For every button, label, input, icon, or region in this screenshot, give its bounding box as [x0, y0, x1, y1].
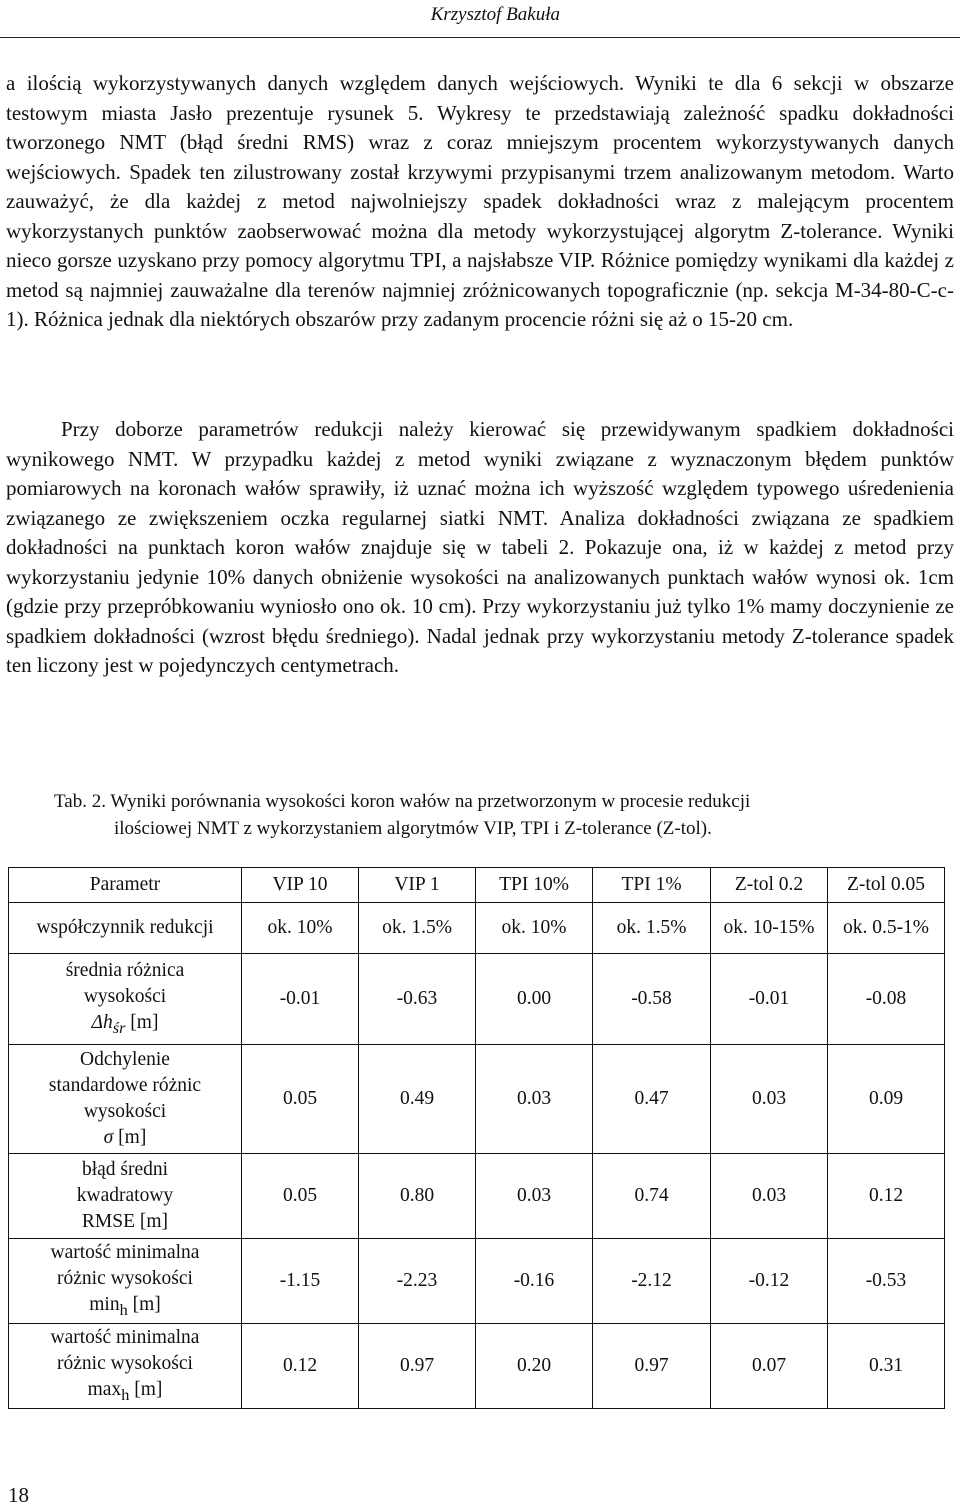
table-cell: ok. 0.5-1% — [828, 903, 945, 954]
table-cell: -0.12 — [711, 1239, 828, 1324]
table-cell: 0.97 — [593, 1324, 711, 1409]
max-symbol: max — [87, 1378, 122, 1400]
table-row-mean-diff — [9, 954, 945, 1045]
table-cell: -2.23 — [359, 1239, 476, 1324]
table-cell: 0.07 — [711, 1324, 828, 1409]
header-cell: Z-tol 0.2 — [711, 868, 828, 903]
table-row-reduction — [9, 903, 945, 954]
table-cell: -0.08 — [828, 954, 945, 1045]
table-cell: 0.31 — [828, 1324, 945, 1409]
row-label-line: kwadratowy — [76, 1185, 174, 1206]
min-symbol: min — [89, 1293, 120, 1315]
row-label-line: wartość minimalna — [50, 1326, 200, 1348]
table-cell: 0.03 — [711, 1045, 828, 1154]
row-label — [9, 1239, 242, 1324]
page-number: 18 — [8, 1483, 29, 1507]
sigma-symbol: σ — [103, 1127, 114, 1148]
table-caption-line-1: Tab. 2. Wyniki porównania wysokości koron wałów na przetworzonym w procesie redukcji — [54, 791, 751, 812]
row-label-line: różnic wysokości — [57, 1352, 193, 1374]
table-cell: 0.12 — [242, 1324, 359, 1409]
paragraph-2: Przy doborze parametrów redukcji należy kierować się przewidywanym spadkiem dokładności wynikowego NMT. W przypadku każdej z metod wyniki związane z wyznaczonym błędem punktów pomiarowych na koronach wałów sprawiły, iż uznać można ich wyższość względem typowego uśredenienia związanego ze zwiększeniem oczka regularnej siatki NMT. Analiza dokładności związana ze spadkiem dokładności na punktach koron wałów znajduje się w tabeli 2. Pokazuje ona, iż w każdej z metod przy wykorzystaniu jedynie 10% danych obniżenie wysokości na analizowanych punktach wałów wynosi ok. 1cm (gdzie przy przepróbkowaniu wyniosło ono ok. 10 cm). Przy wykorzystaniu już tylko 1% mamy doczynienie ze spadkiem dokładności (wzrost błędu średniego). Nadal jednak przy wykorzystaniu metody Z-tolerance spadek ten liczony jest w pojedynczych centymetrach. — [6, 417, 954, 677]
row-label — [9, 1045, 242, 1154]
table-cell: 0.09 — [828, 1045, 945, 1154]
table-cell: 0.20 — [476, 1324, 593, 1409]
table-row-std-dev — [9, 1045, 945, 1154]
table-cell: 0.03 — [476, 1045, 593, 1154]
row-label-line: wartość minimalna — [50, 1241, 200, 1263]
results-table — [8, 867, 945, 1409]
table-cell: 0.80 — [359, 1154, 476, 1239]
table-cell: 0.03 — [476, 1154, 593, 1239]
table-row-max-diff — [9, 1324, 945, 1409]
row-label — [9, 1324, 242, 1409]
table-cell: 0.03 — [711, 1154, 828, 1239]
header-cell: Parametr — [9, 868, 242, 903]
delta-h-symbol: Δh — [91, 1011, 113, 1033]
table-cell: ok. 1.5% — [593, 903, 711, 954]
paragraph-1: a ilością wykorzystywanych danych względem danych wejściowych. Wyniki te dla 6 sekcji w obszarze testowym miasta Jasło prezentuje rysunek 5. Wykresy te przedstawiają zależność spadku dokładności tworzonego NMT (błąd średni RMS) wraz z coraz mniejszym procentem wykorzystywanych danych wejściowych. Spadek ten zilustrowany został krzywymi przypisanymi trzem analizowanym metodom. Warto zauważyć, że dla każdej z metod najwolniejszy spadek dokładności wraz z malejącym procentem wykorzystanych punktów zaobserwować można dla metody wykorzystującej algorytm Z-tolerance. Wyniki nieco gorsze uzyskano przy pomocy algorytmu TPI, a najsłabsze VIP. Różnice pomiędzy wynikami dla każdej z metod są najmniej zauważalne dla terenów najmniej zróżnicowanych topograficznie (np. sekcja M-34-80-C-c-1). Różnica jednak dla niektórych obszarów przy zadanym procencie różni się aż o 15-20 cm. — [6, 71, 954, 331]
table-cell: 0.97 — [359, 1324, 476, 1409]
table-cell: -0.58 — [593, 954, 711, 1045]
row-label-line: błąd średni — [81, 1159, 169, 1180]
running-head: Krzysztof Bakuła — [430, 4, 560, 25]
header-cell: TPI 1% — [593, 868, 711, 903]
row-label-line: standardowe różnic — [48, 1075, 202, 1096]
table-cell: -2.12 — [593, 1239, 711, 1324]
row-label: współczynnik redukcji — [9, 903, 242, 954]
table-cell: ok. 10% — [476, 903, 593, 954]
table-cell: -0.16 — [476, 1239, 593, 1324]
table-cell: 0.74 — [593, 1154, 711, 1239]
table-cell: 0.49 — [359, 1045, 476, 1154]
unit-label: [m] — [132, 1293, 161, 1315]
table-cell: 0.00 — [476, 954, 593, 1045]
table-cell: -0.63 — [359, 954, 476, 1045]
header-cell: VIP 10 — [242, 868, 359, 903]
table-cell: -0.53 — [828, 1239, 945, 1324]
table-cell: 0.12 — [828, 1154, 945, 1239]
table-cell: ok. 10-15% — [711, 903, 828, 954]
table-cell: ok. 10% — [242, 903, 359, 954]
row-label-line: średnia różnica — [65, 959, 185, 981]
table-cell: 0.47 — [593, 1045, 711, 1154]
table-cell: 0.05 — [242, 1045, 359, 1154]
table-header-row — [9, 868, 945, 903]
row-label-line: różnic wysokości — [57, 1267, 193, 1289]
symbol-subscript: h — [119, 1300, 128, 1319]
row-label-line: RMSE [m] — [81, 1211, 169, 1232]
table-cell: 0.05 — [242, 1154, 359, 1239]
row-label-line: Odchylenie — [80, 1049, 170, 1070]
row-label — [9, 1154, 242, 1239]
row-label — [9, 954, 242, 1045]
table-cell: -0.01 — [711, 954, 828, 1045]
row-label-line: wysokości — [83, 1101, 167, 1122]
unit-label: [m] — [134, 1378, 163, 1400]
unit-label: [m] — [118, 1127, 147, 1148]
header-cell: TPI 10% — [476, 868, 593, 903]
symbol-subscript: śr — [112, 1018, 126, 1037]
symbol-subscript: h — [121, 1385, 130, 1404]
header-rule — [0, 37, 960, 38]
table-caption — [54, 788, 914, 842]
table-cell: -0.01 — [242, 954, 359, 1045]
row-label-line: wysokości — [83, 985, 167, 1007]
unit-label: [m] — [130, 1011, 159, 1033]
header-cell: VIP 1 — [359, 868, 476, 903]
header-cell: Z-tol 0.05 — [828, 868, 945, 903]
table-row-rmse — [9, 1154, 945, 1239]
table-cell: -1.15 — [242, 1239, 359, 1324]
table-caption-line-2: ilościowej NMT z wykorzystaniem algorytmów VIP, TPI i Z-tolerance (Z-tol). — [114, 818, 712, 839]
table-row-min-diff — [9, 1239, 945, 1324]
table-cell: ok. 1.5% — [359, 903, 476, 954]
